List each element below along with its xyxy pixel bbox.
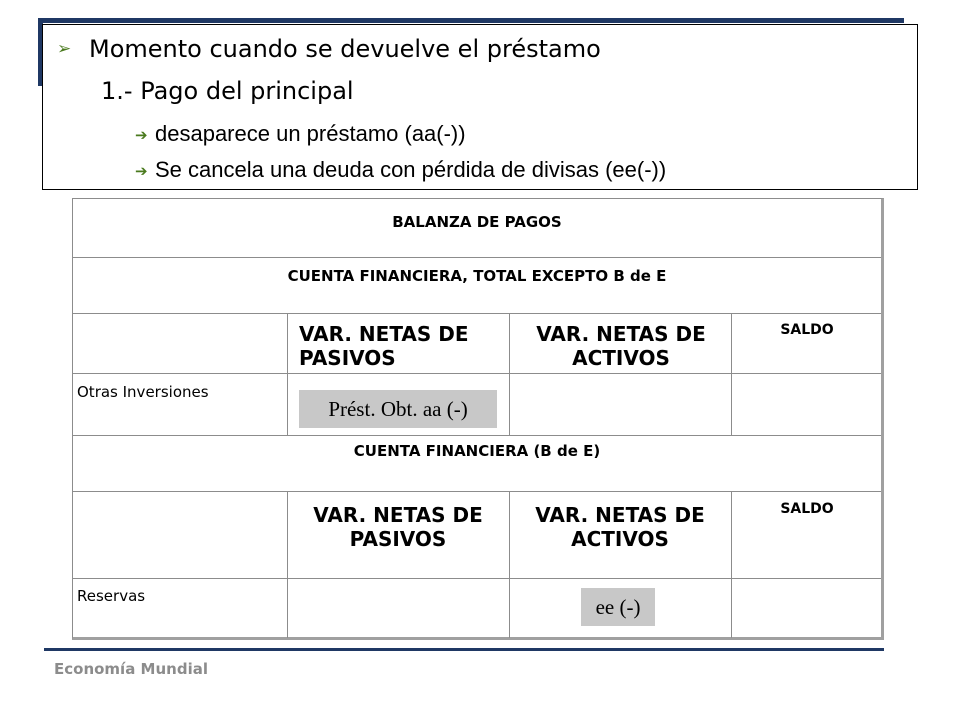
- table-rule: [731, 491, 732, 638]
- arrow-right-icon: ➔: [135, 126, 148, 144]
- footer-divider: [44, 648, 884, 651]
- bullet-line-1: Momento cuando se devuelve el préstamo: [89, 35, 601, 63]
- table-rule: [287, 491, 288, 638]
- balance-table: [72, 198, 884, 640]
- table-rule: [73, 373, 881, 374]
- bullet-box: [42, 24, 918, 190]
- bullet-line-3: desaparece un préstamo (aa(-)): [155, 121, 466, 146]
- section1-title: CUENTA FINANCIERA, TOTAL EXCEPTO B de E: [287, 267, 667, 285]
- bullet-line-4: Se cancela una deuda con pérdida de divisas (ee(-)): [155, 157, 667, 182]
- section1-col-saldo: SALDO: [780, 322, 834, 338]
- section2-col-saldo: SALDO: [780, 501, 834, 517]
- table-rule: [287, 313, 288, 435]
- section1-row-label: Otras Inversiones: [77, 383, 209, 401]
- table-rule: [73, 491, 881, 492]
- title-accent-bar-top: [38, 18, 904, 23]
- section2-col-activos: VAR. NETAS DE ACTIVOS: [535, 503, 705, 551]
- table-rule: [731, 313, 732, 435]
- table-rule: [509, 491, 510, 638]
- section2-title: CUENTA FINANCIERA (B de E): [353, 442, 601, 460]
- section2-col-pasivos: VAR. NETAS DE PASIVOS: [313, 503, 483, 551]
- bullet-line-2: 1.- Pago del principal: [101, 77, 354, 105]
- table-rule: [509, 313, 510, 435]
- section2-row-label: Reservas: [77, 587, 146, 605]
- reservas-chip: ee (-): [581, 588, 655, 626]
- section1-col-activos: VAR. NETAS DE ACTIVOS: [536, 322, 706, 370]
- table-rule: [73, 257, 881, 258]
- footer-label: Economía Mundial: [54, 660, 208, 678]
- arrow-right-icon: ➔: [135, 162, 148, 180]
- table-title: BALANZA DE PAGOS: [392, 213, 562, 231]
- prestamo-chip: Prést. Obt. aa (-): [299, 390, 497, 428]
- table-rule: [73, 313, 881, 314]
- section1-col-pasivos: VAR. NETAS DE PASIVOS: [299, 322, 469, 370]
- table-rule: [73, 435, 881, 436]
- table-rule: [73, 578, 881, 579]
- arrowhead-bullet-icon: ➢: [57, 39, 72, 59]
